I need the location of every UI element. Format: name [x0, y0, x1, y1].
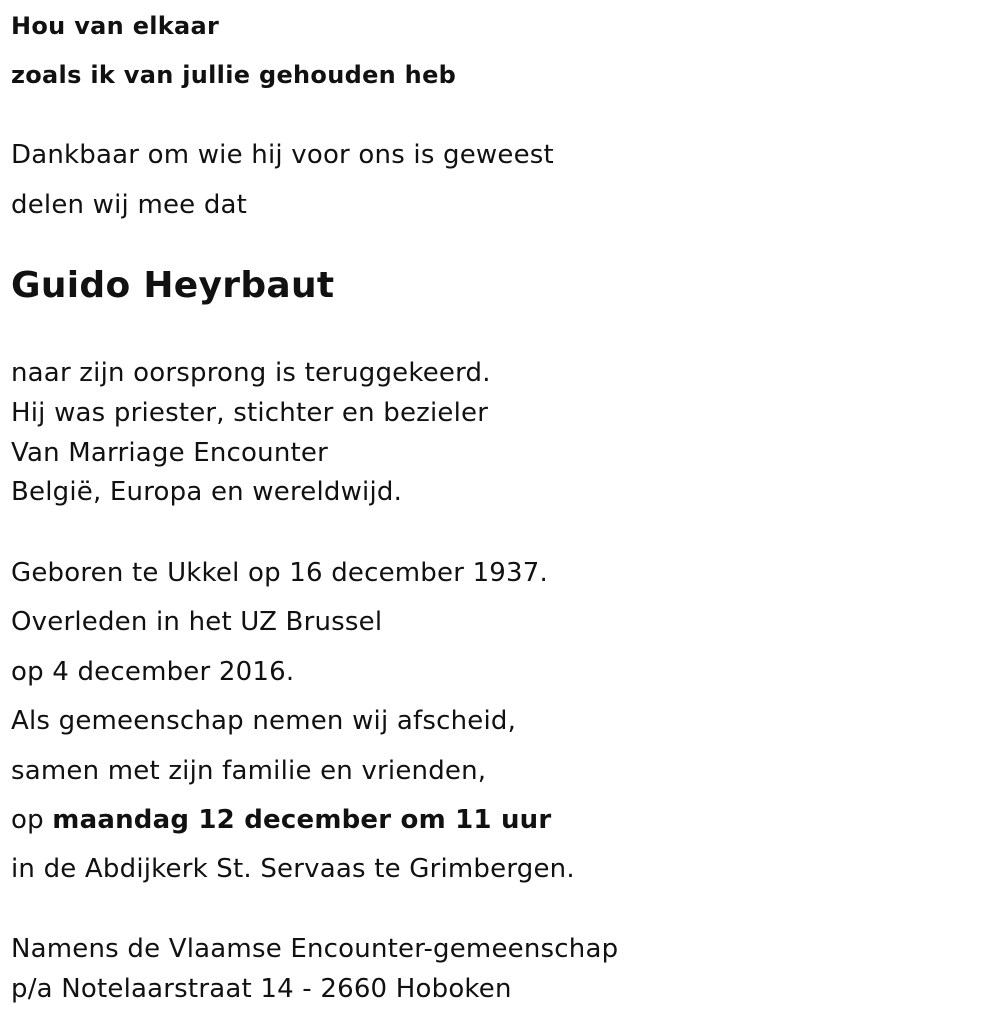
tribute-line-3: Van Marriage Encounter — [11, 438, 328, 468]
motto-line-1: Hou van elkaar — [11, 12, 220, 40]
intro-line-1: Dankbaar om wie hij voor ons is geweest — [11, 140, 554, 170]
tribute-line-1: naar zijn oorsprong is teruggekeerd. — [11, 358, 491, 388]
farewell-line-2: samen met zijn familie en vrienden, — [11, 756, 487, 786]
farewell-line-3 — [11, 803, 551, 837]
signature-address: p/a Notelaarstraat 14 - 2660 Hoboken — [11, 974, 512, 1004]
farewell-line-1: Als gemeenschap nemen wij afscheid, — [11, 706, 517, 736]
deceased-name: Guido Heyrbaut — [11, 265, 335, 306]
intro-line-2: delen wij mee dat — [11, 190, 248, 220]
signature-line-1: Namens de Vlaamse Encounter-gemeenschap — [11, 934, 619, 964]
birth-line: Geboren te Ukkel op 16 december 1937. — [11, 558, 548, 588]
farewell-line-3-prefix: op — [11, 805, 53, 835]
death-line-2: op 4 december 2016. — [11, 657, 295, 687]
tribute-line-4: België, Europa en wereldwijd. — [11, 477, 403, 507]
funeral-date-time: maandag 12 december om 11 uur — [52, 805, 552, 835]
tribute-line-2: Hij was priester, stichter en bezieler — [11, 398, 489, 428]
motto-line-2: zoals ik van jullie gehouden heb — [11, 61, 457, 89]
farewell-location: in de Abdijkerk St. Servaas te Grimbergen. — [11, 854, 575, 884]
death-line-1: Overleden in het UZ Brussel — [11, 607, 383, 637]
